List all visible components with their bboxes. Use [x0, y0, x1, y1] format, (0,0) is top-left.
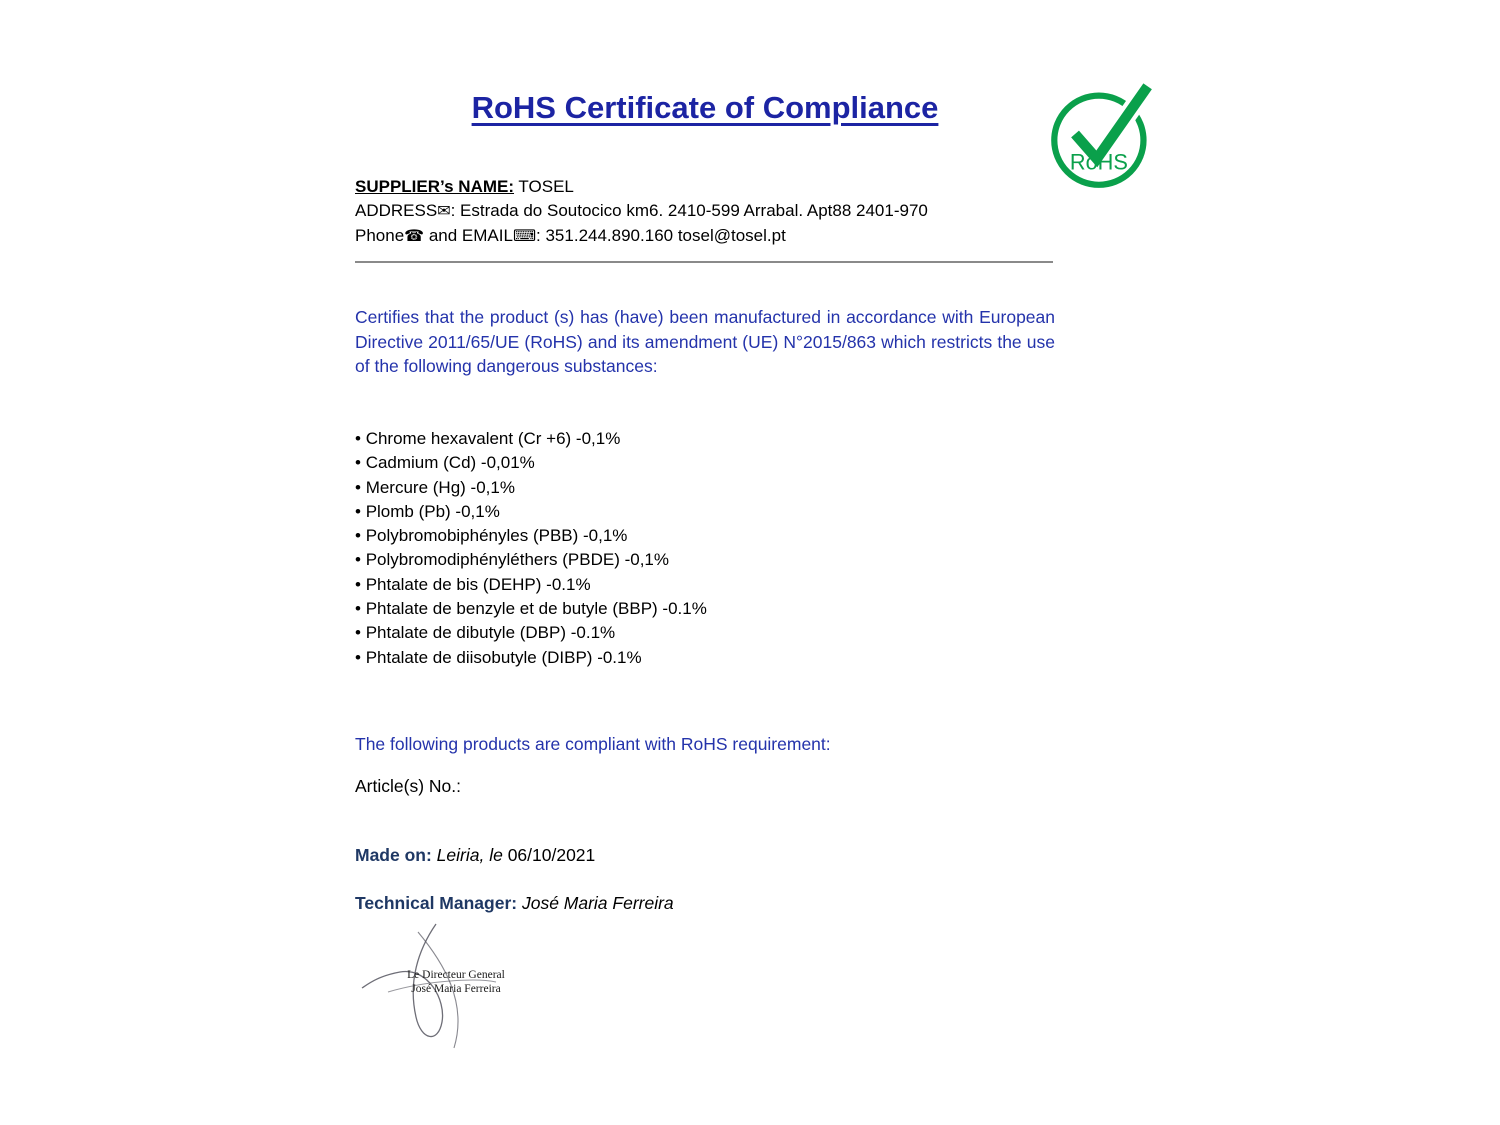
supplier-address-line: [355, 199, 1055, 224]
certify-paragraph: Certifies that the product (s) has (have) been manufactured in accordance with European Directive 2011/65/UE (RoHS) and its amendment (UE) N°2015/863 which restricts the use of the following dangerous substances:: [355, 307, 1055, 376]
technical-manager-name: José Maria Ferreira: [517, 893, 674, 913]
list-item: • Polybromobiphényles (PBB) -0,1%: [355, 524, 1055, 548]
list-item: • Phtalate de dibutyle (DBP) -0.1%: [355, 621, 1055, 645]
list-item: • Cadmium (Cd) -0,01%: [355, 451, 1055, 475]
made-on-place: Leiria, le: [431, 845, 508, 865]
compliance-statement: The following products are compliant with RoHS requirement:: [355, 734, 831, 754]
list-item: • Phtalate de diisobutyle (DIBP) -0.1%: [355, 646, 1055, 670]
address-label: ADDRESS: [355, 201, 438, 220]
contact-value: : 351.244.890.160 tosel@tosel.pt: [536, 226, 786, 245]
phone-icon: ☎: [404, 228, 425, 245]
made-on-label: Made on:: [355, 845, 432, 865]
supplier-name-label: SUPPLIER’s NAME:: [355, 177, 515, 196]
article-number-label: Article(s) No.:: [355, 776, 461, 796]
rohs-logo-label: RoHS: [1069, 149, 1128, 175]
technical-manager-line: [355, 893, 1055, 914]
rohs-logo: [1050, 78, 1154, 190]
phone-label: Phone: [355, 226, 405, 245]
list-item: • Phtalate de bis (DEHP) -0.1%: [355, 573, 1055, 597]
supplier-block: [355, 175, 1055, 249]
supplier-name-value: TOSEL: [514, 177, 574, 196]
list-item: • Polybromodiphényléthers (PBDE) -0,1%: [355, 548, 1055, 572]
list-item: • Plomb (Pb) -0,1%: [355, 500, 1055, 524]
page-title: RoHS Certificate of Compliance: [471, 90, 939, 125]
address-value: : Estrada do Soutocico km6. 2410-599 Arrabal. Apt88 2401-970: [450, 201, 928, 220]
signature-block: [358, 922, 548, 1052]
computer-icon: ⌨: [512, 228, 537, 245]
technical-manager-label: Technical Manager:: [355, 893, 518, 913]
envelope-icon: ✉: [437, 203, 451, 220]
separator-line: [355, 261, 1053, 263]
signature-line1: Le Directeur General: [407, 969, 505, 981]
signature-text: [386, 968, 526, 996]
supplier-name-line: [355, 175, 1055, 199]
made-on-date: 06/10/2021: [507, 845, 596, 865]
supplier-contact-line: [355, 224, 1055, 249]
list-item: • Mercure (Hg) -0,1%: [355, 476, 1055, 500]
email-label: and EMAIL: [424, 226, 513, 245]
made-on-line: [355, 845, 1055, 866]
substances-list: [355, 427, 1055, 670]
list-item: • Chrome hexavalent (Cr +6) -0,1%: [355, 427, 1055, 451]
list-item: • Phtalate de benzyle et de butyle (BBP) -0.1%: [355, 597, 1055, 621]
rohs-check-icon: [1050, 78, 1154, 190]
signature-line2: José Maria Ferreira: [411, 983, 501, 995]
